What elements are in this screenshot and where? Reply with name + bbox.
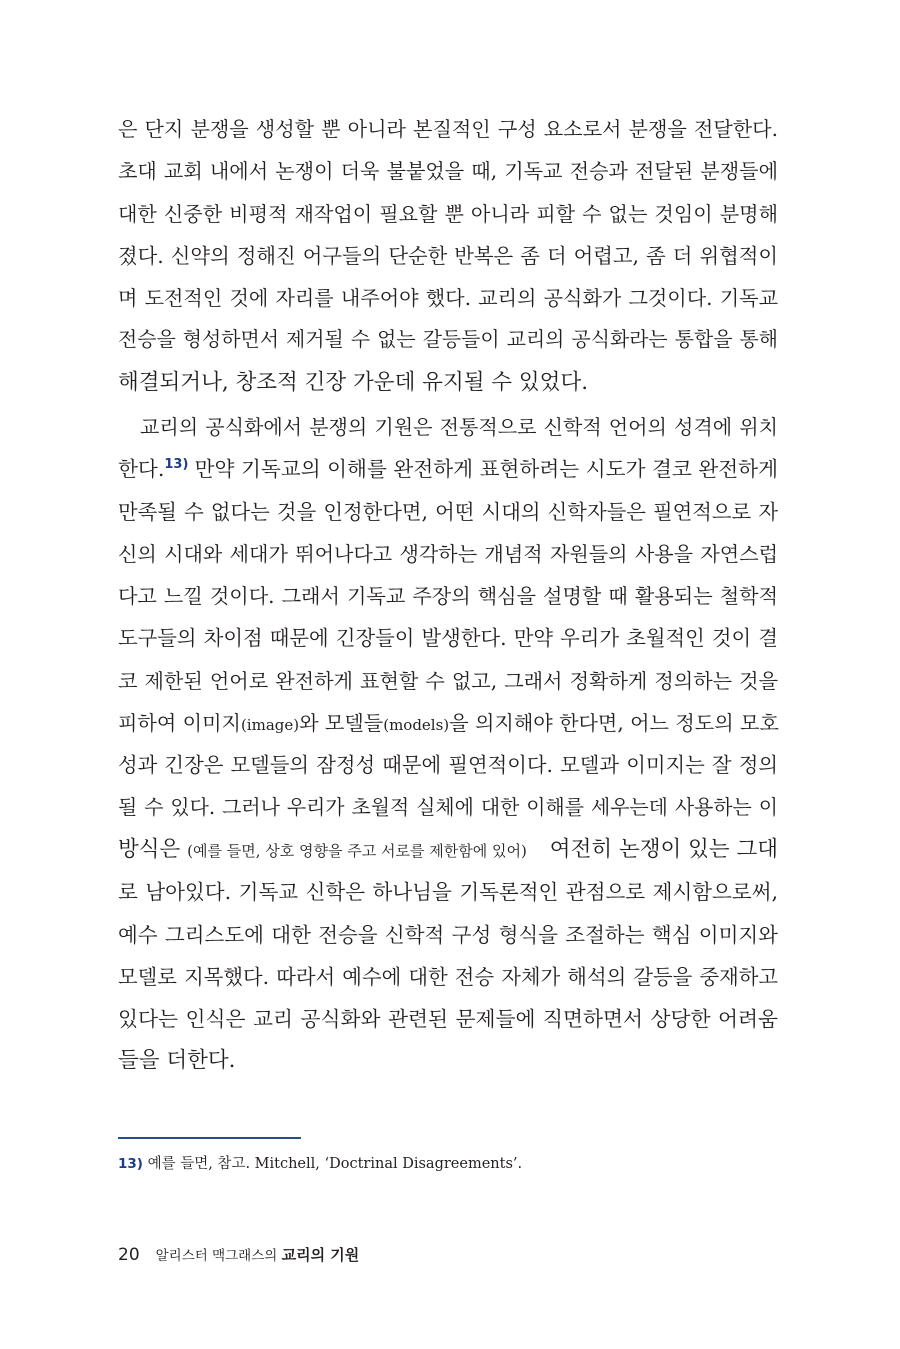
text-line: 전승을 형성하면서 제거될 수 없는 갈등들이 교리의 공식화라는 통합을 통해: [118, 328, 778, 352]
footnote-reference[interactable]: 13): [164, 457, 189, 473]
footnote-number: 13): [118, 1156, 143, 1172]
text-segment-e: 을 의지해야 한다면, 어느 정도의 모호: [449, 711, 779, 736]
text-line: 도구들의 차이점 때문에 긴장들이 발생한다. 만약 우리가 초월적인 것이 결: [118, 626, 778, 651]
book-author-prefix: 알리스터 맥그래스의: [155, 1248, 282, 1264]
gloss-image: (image): [240, 716, 300, 735]
text-segment: [118, 829, 527, 872]
text-line: 며 도전적인 것에 자리를 내주어야 했다. 교리의 공식화가 그것이다. 기독교: [118, 286, 778, 311]
text-segment-c: 와 모델들: [299, 711, 384, 736]
text-line: 초대 교회 내에서 논쟁이 더욱 불붙었을 때, 기독교 전승과 전달된 분쟁들에: [118, 159, 778, 184]
text-line: 만족될 수 없다는 것을 인정한다면, 어떤 시대의 신학자들은 필연적으로 자: [118, 499, 778, 524]
gloss-models: (models): [383, 716, 450, 735]
footnote-divider: [118, 1137, 301, 1139]
text-line: 로 남아있다. 기독교 신학은 하나님을 기독론적인 관점으로 제시함으로써,: [118, 880, 778, 905]
text-segment-a: 피하여 이미지: [118, 711, 241, 736]
text-line: 모델로 지목했다. 따라서 예수에 대한 전승 자체가 해석의 갈등을 중재하고: [118, 964, 778, 989]
paragraph-1: [118, 108, 778, 404]
text-line: 해결되거나, 창조적 긴장 가운데 유지될 수 있었다.: [118, 369, 589, 395]
text-line: 교리의 공식화에서 분쟁의 기원은 전통적으로 신학적 언어의 성격에 위치: [140, 415, 778, 439]
text-segment-b: 만약 기독교의 이해를 완전하게 표현하려는 시도가 결코 완전하게: [194, 457, 778, 482]
book-title: 교리의 기원: [281, 1246, 360, 1264]
text-line: 신의 시대와 세대가 뛰어나다고 생각하는 개념적 자원들의 사용을 자연스럽: [118, 541, 778, 566]
text-line-with-footnote-ref: [118, 448, 778, 490]
footnote: [118, 1152, 522, 1173]
running-footer: [118, 1244, 359, 1265]
text-segment-a: 한다.: [118, 457, 165, 482]
footnote-text: 예를 들면, 참고. Mitchell, ‘Doctrinal Disagreements’.: [142, 1156, 523, 1172]
text-line: 들을 더한다.: [118, 1048, 236, 1074]
text-line: 대한 신중한 비평적 재작업이 필요할 뿐 아니라 피할 수 없는 것임이 분명해: [118, 201, 778, 226]
text-segment: [118, 448, 188, 490]
page-number: 20: [118, 1245, 140, 1265]
text-line: 졌다. 신약의 정해진 어구들의 단순한 반복은 좀 더 어렵고, 좀 더 위협적이: [118, 243, 778, 268]
text-line: 될 수 있다. 그러나 우리가 초월적 실체에 대한 이해를 세우는데 사용하는 이: [118, 795, 778, 819]
text-line: 있다는 인식은 교리 공식화와 관련된 문제들에 직면하면서 상당한 어려움: [118, 1007, 778, 1032]
text-line-with-glosses: [118, 702, 778, 744]
text-segment: [118, 702, 449, 746]
text-line: 코 제한된 언어로 완전하게 표현할 수 없고, 그래서 정확하게 정의하는 것을: [118, 668, 778, 693]
paragraph-2: [118, 406, 778, 1083]
text-line: 다고 느낄 것이다. 그래서 기독교 주장의 핵심을 설명할 때 활용되는 철학적: [118, 584, 778, 609]
parenthetical-aside: (예를 들면, 상호 영향을 주고 서로를 제한함에 있어): [187, 841, 527, 860]
text-line-with-aside: [118, 829, 778, 871]
text-line: 성과 긴장은 모델들의 잠정성 때문에 필연적이다. 모델과 이미지는 잘 정의: [118, 753, 778, 778]
text-segment-a: 방식은: [118, 836, 188, 862]
text-line: 은 단지 분쟁을 생성할 뿐 아니라 본질적인 구성 요소로서 분쟁을 전달한다.: [118, 117, 778, 141]
text-line: 예수 그리스도에 대한 전승을 신학적 구성 형식을 조절하는 핵심 이미지와: [118, 922, 778, 947]
text-segment-c: 여전히 논쟁이 있는 그대: [549, 836, 778, 862]
